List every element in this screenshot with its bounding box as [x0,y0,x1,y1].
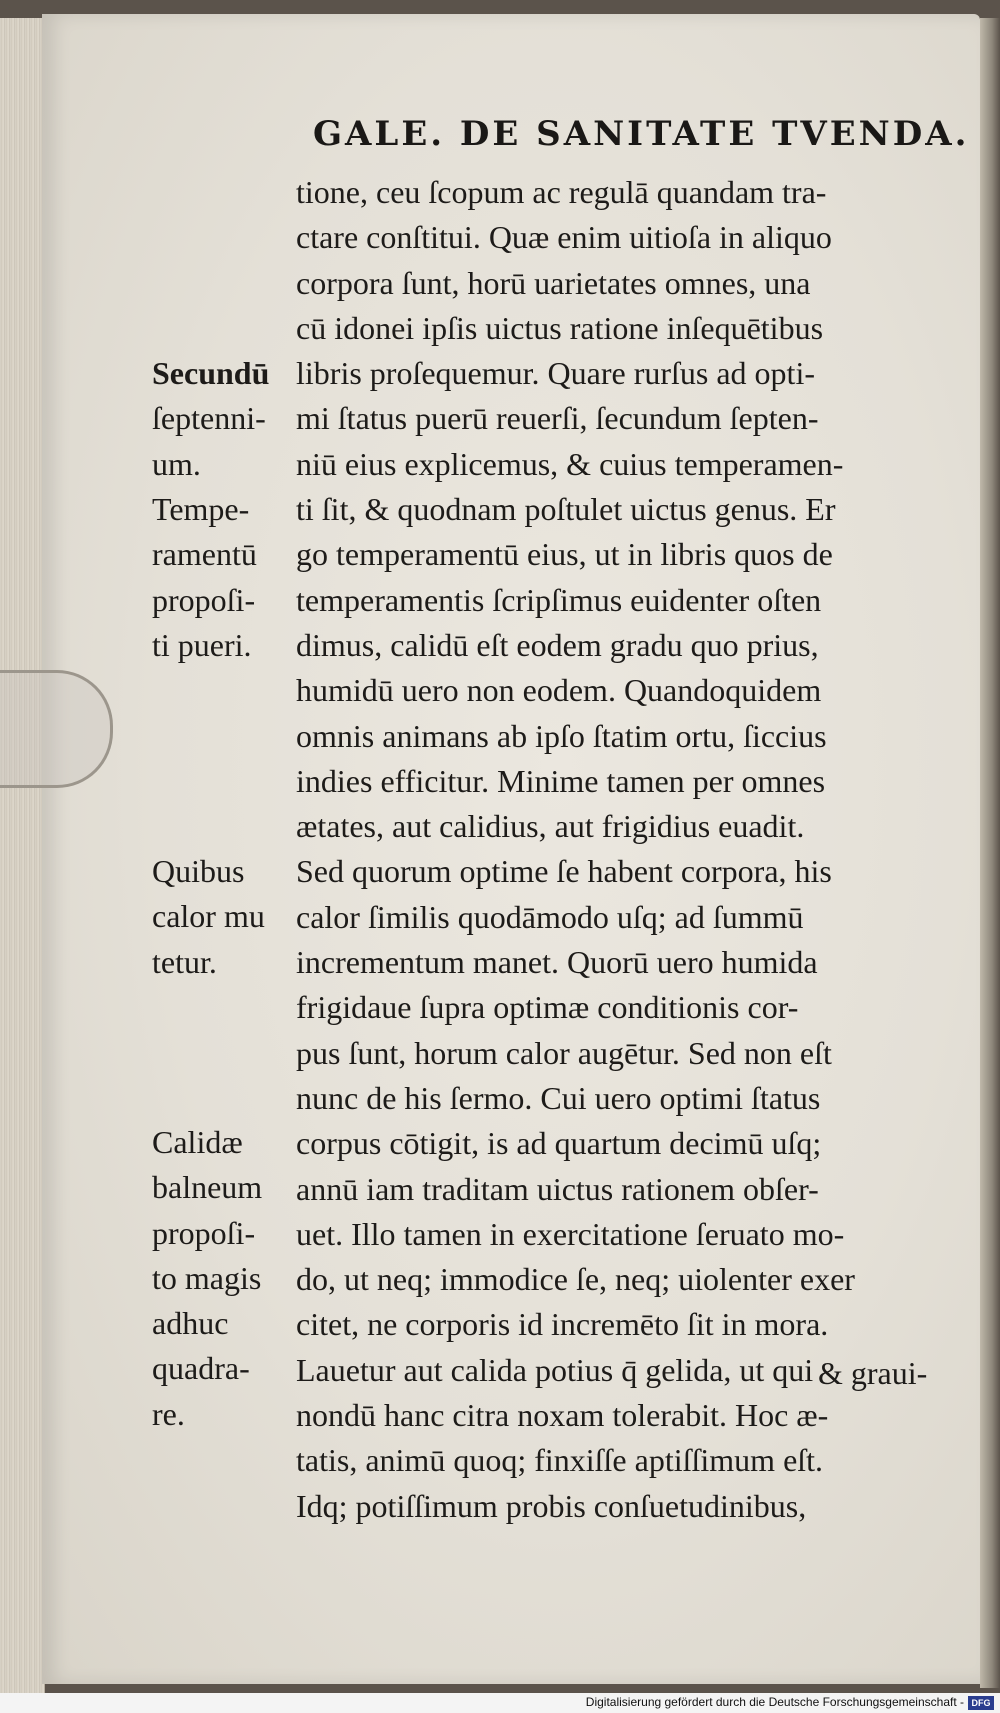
text-line: tatis, animū quoq; finxiſſe aptiſſimum eſt. [296,1442,824,1479]
text-line: omnis animans ab ipſo ſtatim ortu, ſiccius [296,717,827,754]
margin-note-line: balneum [152,1169,263,1206]
margin-note-line: propoſi- [152,1214,256,1251]
margin-note-second-septennium [152,351,302,487]
text-line: uet. Illo tamen in exercitatione ſeruato mo- [296,1215,845,1252]
text-line: go temperamentū eius, ut in libris quos de [296,536,833,573]
catchword: & graui- [818,1355,928,1391]
text-line: corpus cōtigit, is ad quartum decimū uſq; [296,1125,822,1162]
margin-note-line: re. [152,1395,185,1432]
text-line: mi ſtatus puerū reuerſi, ſecundum ſepten- [296,400,819,437]
text-line: ætates, aut calidius, aut frigidius euadit. [296,808,805,845]
text-line: frigidaue ſupra optimæ conditionis cor- [296,989,799,1026]
text-line: incrementum manet. Quorū uero humida [296,944,818,981]
text-line: nondū hanc citra noxam tolerabit. Hoc æ- [296,1397,829,1434]
text-line: nunc de his ſermo. Cui uero optimi ſtatus [296,1079,821,1116]
text-line: Lauetur aut calida potius q̄ gelida, ut qui [296,1351,814,1388]
text-line: tione, ceu ſcopum ac regulā quandam tra- [296,174,827,210]
page-stack-edge [0,18,45,1693]
margin-note-warm-bath [152,1120,302,1437]
text-line: indies efficitur. Minime tamen per omnes [296,762,826,799]
text-line: pus ſunt, horum calor augētur. Sed non eſt [296,1034,832,1071]
margin-note-line: um. [152,445,201,482]
margin-note-line: ramentū [152,536,257,573]
text-line: corpora ſunt, horū uarietates omnes, una [296,264,811,301]
margin-note-line: propoſi- [152,581,256,618]
margin-note-line: quadra- [152,1350,250,1387]
running-header: GALE. DE SANITATE TVENDA. [313,114,970,154]
text-line: niū eius explicemus, & cuius temperamen- [296,445,844,482]
dfg-logo-icon: DFG [968,1696,994,1710]
text-line: calor ſimilis quodāmodo uſq; ad ſummū [296,898,804,935]
margin-note-temperament [152,487,302,668]
margin-note-line: adhuc [152,1305,229,1342]
text-line: do, ut neq; immodice ſe, neq; uiolenter exer [296,1261,855,1298]
margin-note-line: calor mu [152,898,265,935]
text-line: dimus, calidū eſt eodem gradu quo prius, [296,626,819,663]
margin-note-line: Secundū [152,355,270,391]
text-line: Sed quorum optime ſe habent corpora, his [296,853,832,890]
text-line: temperamentis ſcripſimus euidenter oſten [296,581,822,618]
text-line: cū idonei ipſis uictus ratione inſequētibus [296,309,824,346]
margin-note-line: to magis [152,1259,262,1296]
margin-note-line: ti pueri. [152,626,252,663]
text-line: citet, ne corporis id incremēto ſit in mora. [296,1306,829,1343]
margin-note-line: ſeptenni- [152,400,266,437]
text-line: libris proſequemur. Quare rurſus ad opti- [296,355,815,392]
text-line: annū iam traditam uictus rationem obſer- [296,1170,819,1207]
text-line: Idq; potiſſimum probis conſuetudinibus, [296,1487,807,1524]
margin-note-line: tetur. [152,943,217,980]
text-line: ti ſit, & quodnam poſtulet uictus genus. Er [296,491,836,528]
text-line: ctare conſtitui. Quæ enim uitioſa in aliquo [296,219,832,256]
page-clip-icon [0,670,113,788]
footer-credit: Digitalisierung gefördert durch die Deutsche Forschungsgemeinschaft - [585,1695,964,1709]
margin-note-line: Tempe- [152,491,250,527]
main-text-block [296,170,936,1529]
book-spine-edge [980,18,1000,1688]
text-line: humidū uero non eodem. Quandoquidem [296,672,822,709]
margin-note-heat-change [152,849,302,985]
margin-note-line: Calidæ [152,1124,243,1160]
margin-note-line: Quibus [152,853,245,889]
